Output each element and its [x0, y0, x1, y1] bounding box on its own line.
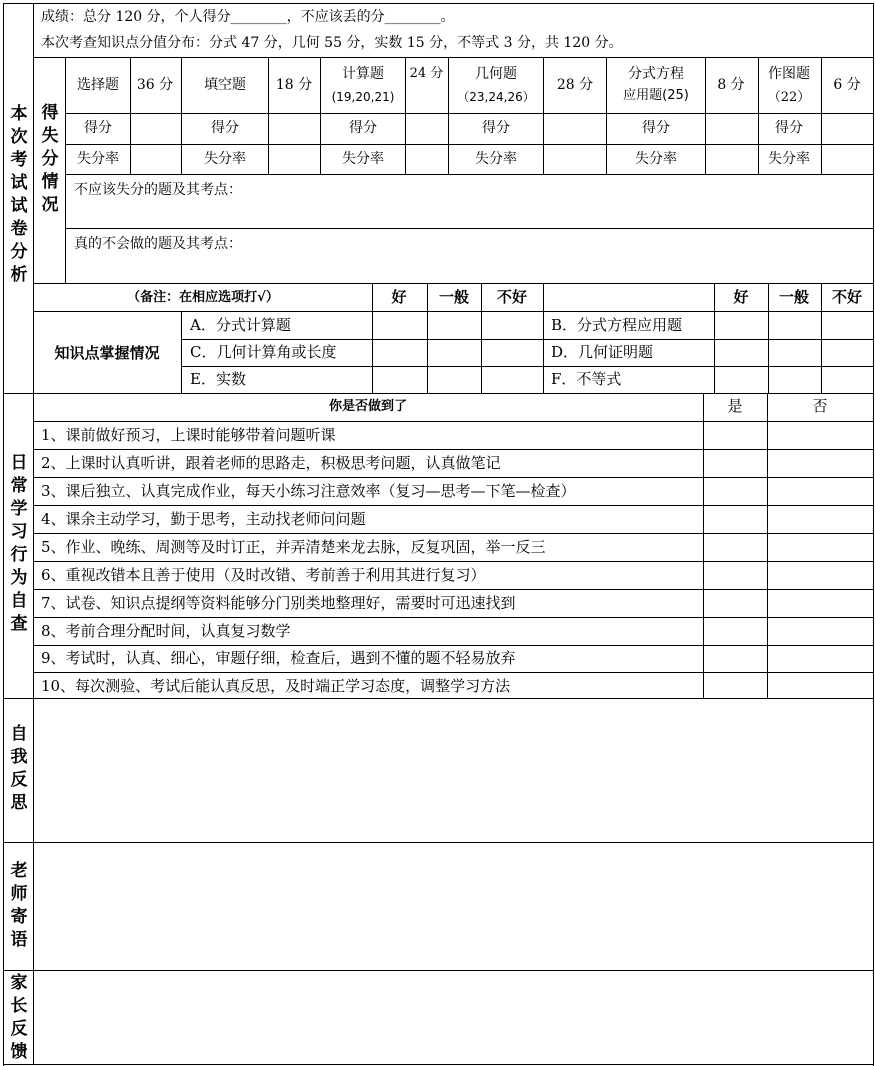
- outer-right-border: [873, 3, 874, 1066]
- loss-rate-label: 失分率: [768, 151, 810, 167]
- vertical-label-char: 分: [41, 149, 59, 169]
- rating-average: 一般: [438, 288, 470, 306]
- grid-v: [268, 57, 269, 174]
- vertical-label-char: 老: [10, 861, 28, 881]
- grid-h: [33, 505, 874, 506]
- grid-v: [767, 393, 768, 698]
- grid-v: [448, 57, 449, 174]
- score-label: 得分: [482, 120, 510, 136]
- loss-rate-label: 失分率: [77, 151, 119, 167]
- score-loss-label: [39, 102, 61, 217]
- score-label: 得分: [84, 120, 112, 136]
- qtype-sub: (19,20,21): [331, 90, 395, 104]
- vertical-label-char: 查: [10, 614, 28, 634]
- self-check-item: 5、作业、晚练、周测等及时订正，并弄清楚来龙去脉，反复巩固，举一反三: [41, 538, 546, 556]
- qtype-points: 36 分: [136, 77, 174, 93]
- qtype-sub: （23,24,26）: [457, 90, 535, 104]
- self-check-item: 3、课后独立、认真完成作业，每天小练习注意效率（复习—思考—下笔—检查）: [41, 482, 576, 500]
- topic-item: F．不等式: [551, 370, 622, 388]
- vertical-label-char: 行: [10, 545, 28, 565]
- yes-header: 是: [727, 397, 743, 415]
- vertical-label-char: 语: [10, 930, 28, 950]
- reflection-area[interactable]: [34, 699, 873, 842]
- self-check-header: 你是否做到了: [328, 399, 408, 414]
- grid-v: [714, 283, 715, 393]
- self-check-item: 6、重视改错本且善于使用（及时改错、考前善于利用其进行复习）: [41, 566, 486, 584]
- score-table-row-1: [65, 113, 874, 114]
- no-header: 否: [812, 397, 828, 415]
- qtype-sub: （22）: [767, 90, 811, 105]
- grid-v: [758, 57, 759, 174]
- vertical-label-char: 得: [41, 103, 59, 123]
- mastery-label: 知识点掌握情况: [54, 344, 160, 362]
- parent-label: [8, 972, 30, 1064]
- grid-v: [181, 311, 182, 393]
- vertical-label-char: 长: [10, 996, 28, 1016]
- vertical-label-char: 本: [10, 104, 28, 124]
- rating-poor: 不好: [831, 288, 863, 306]
- loss-rate-label: 失分率: [475, 151, 517, 167]
- vertical-label-char: 考: [10, 150, 28, 170]
- qtype-name: 填空题: [204, 77, 246, 93]
- self-check-item: 8、考前合理分配时间，认真复习数学: [41, 622, 291, 640]
- score-line: 成绩：总分 120 分，个人得分________，不应该丢的分________。: [41, 9, 455, 25]
- score-table-row-3: [65, 174, 874, 175]
- grid-v: [372, 283, 373, 393]
- grid-v: [705, 57, 706, 174]
- vertical-label-char: 家: [10, 973, 28, 993]
- grid-h: [33, 533, 874, 534]
- rating-poor: 不好: [496, 288, 528, 306]
- vertical-label-char: 试: [10, 173, 28, 193]
- vertical-label-char: 反: [10, 770, 28, 790]
- grid-v: [543, 57, 544, 174]
- vertical-label-char: 我: [10, 747, 28, 767]
- qtype-points: 6 分: [833, 77, 861, 93]
- qtype-sub: 应用题(25): [623, 88, 689, 103]
- grid-h: [33, 672, 874, 673]
- qtype-name: 分式方程: [628, 66, 684, 82]
- vertical-label-char: 为: [10, 568, 28, 588]
- daily-check-label: [8, 452, 30, 636]
- vertical-label-char: 思: [10, 793, 28, 813]
- grid-h: [33, 477, 874, 478]
- qtype-name: 选择题: [77, 77, 119, 93]
- vertical-label-char: 师: [10, 884, 28, 904]
- section-divider-1: [3, 393, 874, 394]
- vertical-label-char: 自: [10, 724, 28, 744]
- vertical-label-char: 况: [41, 195, 59, 215]
- exam-analysis-label: [8, 103, 30, 287]
- loss-rate-label: 失分率: [342, 151, 384, 167]
- teacher-label: [8, 860, 30, 952]
- grid-v: [821, 57, 822, 174]
- grid-h: [33, 449, 874, 450]
- topic-item: B．分式方程应用题: [551, 316, 683, 334]
- grid-h: [33, 561, 874, 562]
- grid-h: [33, 589, 874, 590]
- grid-h: [33, 311, 874, 312]
- vertical-label-char: 学: [10, 499, 28, 519]
- qtype-points: 18 分: [275, 77, 313, 93]
- vertical-label-char: 反: [10, 1019, 28, 1039]
- rating-good: 好: [733, 288, 749, 306]
- grid-v: [320, 57, 321, 174]
- score-label: 得分: [775, 120, 803, 136]
- qtype-name: 作图题: [768, 66, 810, 82]
- grid-v: [481, 283, 482, 393]
- grid-h: [181, 366, 874, 367]
- vertical-label-char: 自: [10, 591, 28, 611]
- qtype-points: 24 分: [409, 66, 444, 81]
- self-check-item: 4、课余主动学习，勤于思考，主动找老师问问题: [41, 510, 366, 528]
- cannot-do-prompt: 真的不会做的题及其考点：: [74, 236, 242, 252]
- score-table-bottom: [33, 283, 874, 284]
- vertical-label-char: 情: [41, 172, 59, 192]
- rating-average: 一般: [778, 288, 810, 306]
- self-check-item: 7、试卷、知识点提纲等资料能够分门别类地整理好，需要时可迅速找到: [41, 594, 516, 612]
- vertical-label-char: 析: [10, 265, 28, 285]
- grid-v: [427, 283, 428, 393]
- score-label: 得分: [211, 120, 239, 136]
- grid-v: [181, 57, 182, 174]
- grid-v: [821, 283, 822, 393]
- grid-h: [33, 617, 874, 618]
- topic-item: E．实数: [190, 370, 246, 388]
- loss-rate-label: 失分率: [204, 151, 246, 167]
- grid-v: [703, 393, 704, 698]
- score-label-divider: [65, 57, 66, 283]
- grid-h: [33, 645, 874, 646]
- score-table-top: [33, 57, 874, 58]
- score-label: 得分: [349, 120, 377, 136]
- vertical-label-char: 馈: [10, 1042, 28, 1062]
- should-not-lose-prompt: 不应该失分的题及其考点：: [74, 182, 242, 198]
- vertical-label-char: 次: [10, 127, 28, 147]
- grid-h: [181, 339, 874, 340]
- self-check-item: 10、每次测验、考试后能认真反思，及时端正学习态度，调整学习方法: [41, 677, 511, 695]
- grid-h: [33, 421, 874, 422]
- vertical-label-char: 失: [41, 126, 59, 146]
- score-table-row-2: [65, 144, 874, 145]
- score-label: 得分: [642, 120, 670, 136]
- grid-v: [768, 283, 769, 393]
- self-check-item: 2、上课时认真听讲，跟着老师的思路走，积极思考问题，认真做笔记: [41, 454, 501, 472]
- rating-good: 好: [391, 288, 407, 306]
- vertical-label-char: 分: [10, 242, 28, 262]
- vertical-label-char: 日: [10, 453, 28, 473]
- outer-left-border: [3, 3, 4, 1066]
- reflection-label: [8, 723, 30, 815]
- topic-item: A．分式计算题: [190, 316, 291, 334]
- topic-item: D．几何证明题: [551, 343, 654, 361]
- vertical-label-char: 常: [10, 476, 28, 496]
- outer-bottom-border: [3, 1064, 874, 1065]
- mastery-note: （备注：在相应选项打√）: [127, 290, 279, 305]
- grid-v: [543, 283, 544, 393]
- loss-prompt-divider: [65, 228, 874, 229]
- distribution-line: 本次考查知识点分值分布：分式 47 分，几何 55 分，实数 15 分，不等式 3 分，共 120 分。: [41, 35, 623, 51]
- qtype-points: 8 分: [717, 77, 745, 93]
- grid-v: [606, 57, 607, 174]
- vertical-label-char: 寄: [10, 907, 28, 927]
- teacher-comment-area[interactable]: [34, 843, 873, 970]
- outer-top-border: [3, 3, 874, 4]
- vertical-label-char: 试: [10, 196, 28, 216]
- qtype-points: 28 分: [556, 77, 594, 93]
- vertical-label-char: 习: [10, 522, 28, 542]
- loss-rate-label: 失分率: [635, 151, 677, 167]
- qtype-name: 几何题: [475, 66, 517, 82]
- self-check-item: 9、考试时，认真、细心，审题仔细，检查后，遇到不懂的题不轻易放弃: [41, 649, 516, 667]
- topic-item: C．几何计算角或长度: [190, 343, 337, 361]
- parent-feedback-area[interactable]: [34, 971, 873, 1064]
- self-check-item: 1、课前做好预习，上课时能够带着问题听课: [41, 426, 336, 444]
- qtype-name: 计算题: [342, 66, 384, 82]
- vertical-label-char: 卷: [10, 219, 28, 239]
- grid-v: [130, 57, 131, 174]
